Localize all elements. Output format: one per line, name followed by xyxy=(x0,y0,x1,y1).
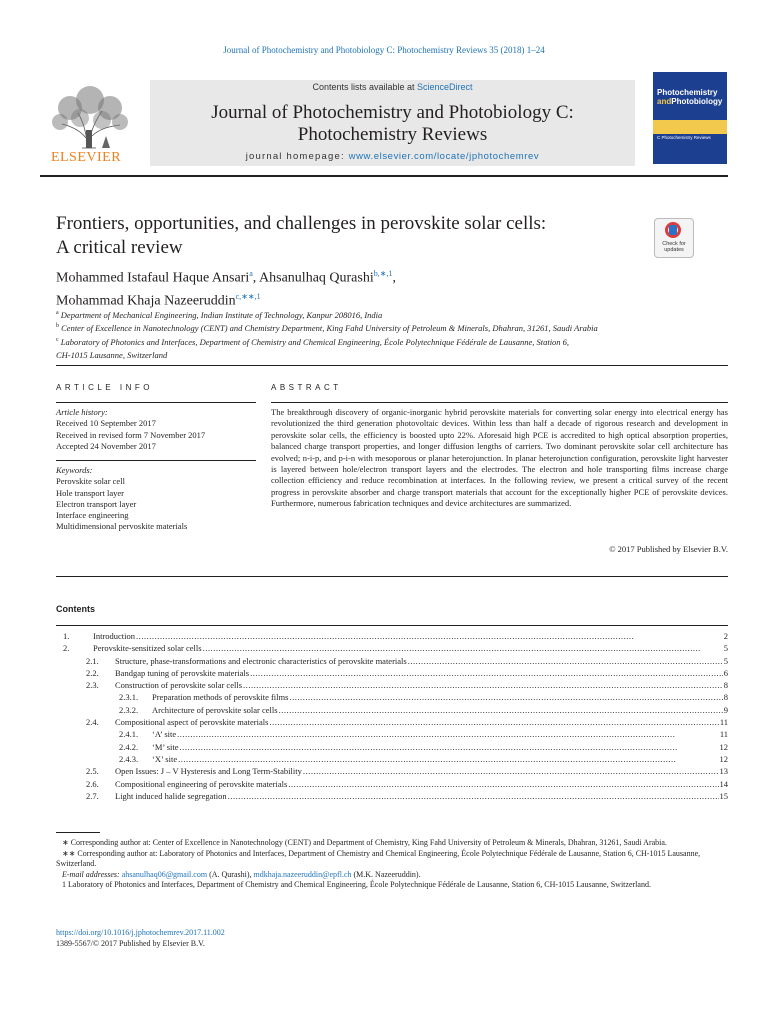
toc-leader-dots xyxy=(243,679,723,691)
toc-number: 2.3.2. xyxy=(119,704,139,715)
toc-leader-dots xyxy=(289,691,722,703)
journal-title-line2: Photochemistry Reviews xyxy=(297,124,488,145)
keyword-item: Perovskite solar cell xyxy=(56,476,125,487)
contents-heading: Contents xyxy=(56,604,95,614)
toc-entry[interactable] xyxy=(56,728,728,740)
history-label: Article history: xyxy=(56,407,108,417)
affiliation-rule xyxy=(56,365,728,366)
toc-leader-dots xyxy=(303,765,719,777)
keyword-item: Hole transport layer xyxy=(56,487,124,498)
toc-title: Perovskite-sensitized solar cells xyxy=(93,643,202,654)
article-title xyxy=(56,212,616,260)
toc-entry[interactable] xyxy=(56,691,728,703)
toc-page-number: 5 xyxy=(723,643,728,654)
issn-copyright: 1389-5567/© 2017 Published by Elsevier B.V. xyxy=(56,939,205,948)
toc-page-number: 11 xyxy=(719,729,728,740)
running-head[interactable]: Journal of Photochemistry and Photobiology C: Photochemistry Reviews 35 (2018) 1–24 xyxy=(223,45,545,55)
footnote-emails xyxy=(56,870,728,881)
article-title-line2: A critical review xyxy=(56,237,183,258)
toc-number: 2.1. xyxy=(86,655,99,666)
contents-available-prefix: Contents lists available at xyxy=(312,82,418,92)
toc-title: ‘X’ site xyxy=(152,753,178,764)
toc-number: 2.4. xyxy=(86,717,99,728)
journal-homepage-line xyxy=(150,151,635,162)
abstract-rule xyxy=(271,402,728,403)
toc-leader-dots xyxy=(250,667,723,679)
toc-leader-dots xyxy=(408,655,723,667)
cover-subtitle: C Photochemistry Reviews xyxy=(657,135,711,140)
homepage-label: journal homepage: xyxy=(245,151,349,162)
article-history xyxy=(56,407,261,452)
email-link-nazeeruddin[interactable]: mdkhaja.nazeeruddin@epfl.ch xyxy=(253,869,352,879)
toc-leader-dots xyxy=(136,630,723,642)
author-affiliation-mark[interactable]: b,∗,1 xyxy=(373,269,393,278)
journal-title xyxy=(150,102,635,146)
toc-number: 2.4.3. xyxy=(119,753,139,764)
toc-number: 2.4.1. xyxy=(119,729,139,740)
doi-block xyxy=(56,927,225,949)
toc-page-number: 5 xyxy=(723,655,728,666)
table-of-contents xyxy=(56,630,728,802)
toc-leader-dots xyxy=(279,704,723,716)
toc-leader-dots xyxy=(180,741,719,753)
author-affiliation-mark[interactable]: a xyxy=(249,269,253,278)
toc-entry[interactable] xyxy=(56,655,728,667)
elsevier-wordmark: ELSEVIER xyxy=(50,150,122,165)
toc-entry[interactable] xyxy=(56,667,728,679)
toc-number: 2.5. xyxy=(86,766,99,777)
author-separator: , xyxy=(252,270,260,286)
toc-page-number: 8 xyxy=(723,692,728,703)
toc-page-number: 13 xyxy=(719,766,728,777)
check-updates-line2: updates xyxy=(664,247,684,253)
toc-entry[interactable] xyxy=(56,704,728,716)
toc-page-number: 9 xyxy=(723,704,728,715)
toc-entry[interactable] xyxy=(56,630,728,642)
cover-title-line2: and xyxy=(657,97,672,106)
toc-entry[interactable] xyxy=(56,716,728,728)
affiliation-text: Department of Mechanical Engineering, Indian Institute of Technology, Kanpur 208016, India xyxy=(60,309,383,320)
toc-leader-dots xyxy=(269,716,718,728)
keywords-rule xyxy=(56,460,256,461)
email-label: E-mail addresses: xyxy=(62,869,122,879)
check-updates-line1: Check for xyxy=(662,241,686,247)
bookmark-icon xyxy=(669,225,677,235)
keywords-label: Keywords: xyxy=(56,465,93,475)
author-list xyxy=(56,265,656,310)
affiliation-line xyxy=(56,321,716,334)
article-info-heading: ARTICLE INFO xyxy=(56,383,153,392)
footnote-corresponding-2: ∗∗ Corresponding author at: Laboratory of Photonics and Interfaces, Department of Chemistry and Chemical Engineering, École Polytechnique Fédérale de Lausanne, Station 6, CH-1015 Lausanne, Switzerland. xyxy=(56,848,701,868)
toc-leader-dots xyxy=(178,753,718,765)
cover-title xyxy=(657,88,722,106)
contents-rule xyxy=(56,625,728,626)
toc-number: 2.3.1. xyxy=(119,692,139,703)
toc-page-number: 12 xyxy=(719,753,728,764)
history-received: Received 10 September 2017 xyxy=(56,418,156,429)
toc-title: Construction of perovskite solar cells xyxy=(115,680,243,691)
toc-number: 1. xyxy=(63,631,70,641)
toc-number: 2.6. xyxy=(86,778,99,789)
email-owner: (A. Qurashi), xyxy=(207,869,254,879)
keywords xyxy=(56,465,261,533)
abstract-bottom-rule xyxy=(56,576,728,577)
author-name: Mohammed Istafaul Haque Ansari xyxy=(56,270,250,286)
toc-leader-dots xyxy=(288,778,718,790)
toc-entry[interactable] xyxy=(56,753,728,765)
toc-entry[interactable] xyxy=(56,778,728,790)
affiliation-text: Laboratory of Photonics and Interfaces, Department of Chemistry and Chemical Engineering, École Polytechnique Fédérale de Lausanne, Station 6, xyxy=(60,336,570,347)
affiliation-mark: a xyxy=(56,310,59,316)
keyword-item: Multidimensional pervoskite materials xyxy=(56,521,188,532)
toc-title: Bandgap tuning of perovskite materials xyxy=(115,667,250,678)
email-link-qurashi[interactable]: ahsanulhaq06@gmail.com xyxy=(121,869,208,879)
footnote-corresponding-1: ∗ Corresponding author at: Center of Excellence in Nanotechnology (CENT) and Department of Chemistry, King Fahd University of Petroleum & Minerals, Dhahran, 31261, Saudi Arabia. xyxy=(62,838,667,847)
journal-cover-thumbnail[interactable] xyxy=(653,72,727,164)
author-affiliation-mark[interactable]: c,∗∗,1 xyxy=(235,291,261,301)
cover-title-line3: Photobiology xyxy=(671,97,723,106)
toc-title: Light induced halide segregation xyxy=(115,790,227,801)
toc-entry[interactable] xyxy=(56,790,728,802)
toc-title: Compositional engineering of perovskite materials xyxy=(115,778,288,789)
abstract-heading: ABSTRACT xyxy=(271,383,342,392)
toc-page-number: 2 xyxy=(723,631,728,641)
toc-number: 2.7. xyxy=(86,790,99,801)
abstract-copyright: © 2017 Published by Elsevier B.V. xyxy=(609,544,728,554)
check-for-updates-badge[interactable] xyxy=(654,218,694,258)
abstract-body: The breakthrough discovery of organic-inorganic hybrid perovskite materials for converting solar energy into electrical energy has revolutionized the third generation photovoltaic devices. Within less than half a decade of rigorous research and development in perovskite solar cells, the efficiency is boosted upto 22%. Aforesaid high PCE is accredited to high optical absorption properties, balanced charge transport properties, and longer diffusion lengths of carriers. Two dominant perovskite solar cell architecture has evolved; n-i-p, and p-i-n with mesoporous or planar heterojunction. In planar heterojunction configuration, perovskite light harvester is layered between hole/electron transport layers and the electrodes. The electron and hole transporting films increase charge collection efficiency and reduce recombination at interfaces. In the following review, we present a critical survey of the recent progress in perovskite absorber and charge transport materials that account for the exceptionally higher PCE of perovskite devices. Furthermore, numerous fabrication techniques and device architectures are summarized. xyxy=(271,407,728,509)
affiliation-text: CH-1015 Lausanne, Switzerland xyxy=(56,349,168,360)
keyword-item: Electron transport layer xyxy=(56,498,137,509)
toc-leader-dots xyxy=(228,790,719,802)
toc-entry[interactable] xyxy=(56,765,728,777)
toc-entry[interactable] xyxy=(56,741,728,753)
toc-title: Compositional aspect of perovskite materials xyxy=(115,717,269,728)
toc-page-number: 8 xyxy=(723,680,728,691)
journal-title-line1: Journal of Photochemistry and Photobiology C: xyxy=(211,102,574,123)
toc-title: Preparation methods of perovskite films xyxy=(152,692,289,703)
homepage-link[interactable]: www.elsevier.com/locate/jphotochemrev xyxy=(348,151,540,162)
toc-title: Architecture of perovskite solar cells xyxy=(152,704,278,715)
affiliation-mark: c xyxy=(56,336,59,343)
check-updates-label xyxy=(655,241,693,253)
author-name: Ahsanulhaq Qurashi xyxy=(259,270,374,286)
toc-page-number: 11 xyxy=(719,717,728,728)
toc-number: 2. xyxy=(63,643,70,654)
author-separator: , xyxy=(392,270,396,286)
toc-entry[interactable] xyxy=(56,642,728,654)
footnote-rule xyxy=(56,832,100,833)
affiliations xyxy=(56,308,716,361)
toc-page-number: 12 xyxy=(719,741,728,752)
history-accepted: Accepted 24 November 2017 xyxy=(56,440,156,451)
cover-band xyxy=(653,120,727,134)
article-info-rule xyxy=(56,402,256,403)
toc-title: ‘A’ site xyxy=(152,729,177,740)
cover-title-line1: Photochemistry xyxy=(657,88,718,97)
affiliation-text: Center of Excellence in Nanotechnology (CENT) and Chemistry Department, King Fahd University of Petroleum & Minerals, Dhahran, 31261, Saudi Arabia xyxy=(61,323,598,334)
footnotes xyxy=(56,838,728,891)
toc-page-number: 15 xyxy=(719,790,728,801)
keyword-item: Interface engineering xyxy=(56,510,129,521)
toc-title: ‘M’ site xyxy=(152,741,179,752)
toc-number: 2.4.2. xyxy=(119,741,139,752)
article-title-line1: Frontiers, opportunities, and challenges in perovskite solar cells: xyxy=(56,213,547,234)
toc-title: Open Issues: J – V Hysteresis and Long Term-Stability xyxy=(115,766,302,777)
toc-title: Structure, phase-transformations and electronic characteristics of perovskite materials xyxy=(115,655,407,666)
toc-leader-dots xyxy=(177,728,719,740)
toc-title: Introduction xyxy=(93,631,136,641)
author-name: Mohammad Khaja Nazeeruddin xyxy=(56,293,236,309)
email-owner: (M.K. Nazeeruddin). xyxy=(351,869,421,879)
doi-link[interactable]: https://doi.org/10.1016/j.jphotochemrev.2017.11.002 xyxy=(56,928,225,937)
sciencedirect-link[interactable]: ScienceDirect xyxy=(417,82,473,92)
history-revised: Received in revised form 7 November 2017 xyxy=(56,429,206,440)
toc-number: 2.3. xyxy=(86,680,99,691)
affiliation-line xyxy=(56,308,716,321)
toc-page-number: 14 xyxy=(719,778,728,789)
toc-number: 2.2. xyxy=(86,667,99,678)
footnote-equal-contribution: 1 Laboratory of Photonics and Interfaces, Department of Chemistry and Chemical Engineering, École Polytechnique Fédérale de Lausanne, Station 6, CH-1015 Lausanne, Switzerland. xyxy=(62,880,651,889)
header-rule xyxy=(40,175,728,177)
toc-entry[interactable] xyxy=(56,679,728,691)
toc-page-number: 6 xyxy=(723,667,728,678)
affiliation-line xyxy=(56,348,716,361)
contents-available-line xyxy=(150,82,635,92)
affiliation-line xyxy=(56,335,716,348)
toc-leader-dots xyxy=(203,642,723,654)
affiliation-mark: b xyxy=(56,323,59,330)
